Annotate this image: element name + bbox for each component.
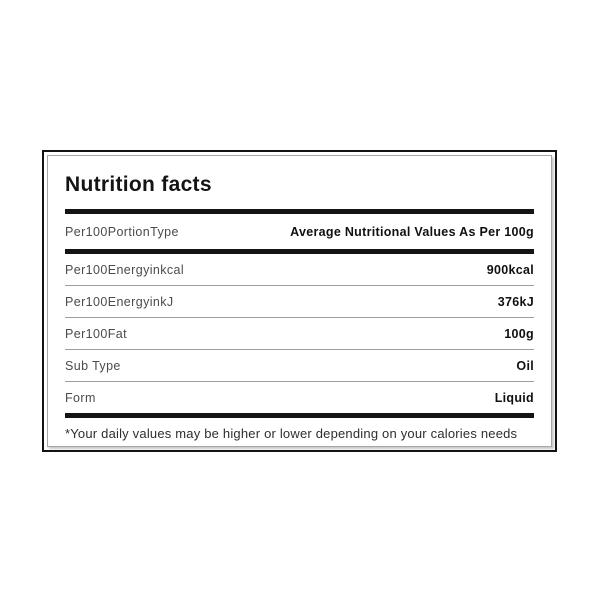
footnote: *Your daily values may be higher or lower depending on your calories needs [65, 426, 518, 441]
header-label: Per100PortionType [65, 224, 179, 239]
nutrition-facts-panel [42, 150, 557, 452]
panel-title: Nutrition facts [65, 173, 212, 196]
row-value: 100g [504, 326, 534, 341]
row-value: Liquid [494, 390, 534, 405]
row-value: 900kcal [486, 262, 534, 277]
row-label: Per100Energyinkcal [65, 262, 185, 277]
table-body [65, 254, 534, 413]
row-label: Sub Type [65, 358, 121, 373]
row-value: 376kJ [497, 294, 534, 309]
header-value: Average Nutritional Values As Per 100g [290, 224, 534, 239]
nutrition-facts-inner-frame [47, 155, 552, 447]
row-label: Form [65, 390, 96, 405]
table-row-sub-type [65, 350, 534, 382]
table-header-row [65, 214, 534, 249]
row-label: Per100Fat [65, 326, 127, 341]
row-value: Oil [516, 358, 534, 373]
table-row-energy-kcal [65, 254, 534, 286]
row-label: Per100EnergyinkJ [65, 294, 174, 309]
table-row-fat [65, 318, 534, 350]
table-row-form [65, 382, 534, 413]
table-row-energy-kj [65, 286, 534, 318]
